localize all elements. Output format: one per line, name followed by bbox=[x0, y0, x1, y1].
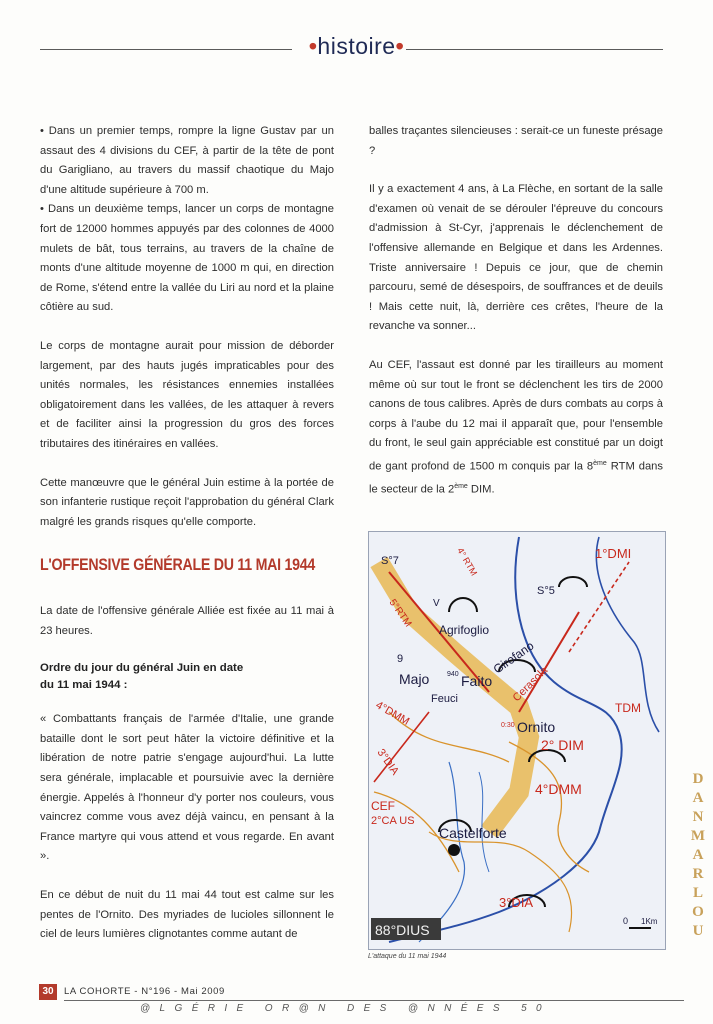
label-v: V bbox=[433, 598, 440, 609]
side-letter: A bbox=[692, 790, 704, 806]
side-letter: L bbox=[692, 885, 703, 901]
paragraph-tracer: balles traçantes silencieuses : serait-ce un funeste présage ? bbox=[369, 125, 663, 157]
side-letter: N bbox=[692, 809, 704, 825]
label-1dmi: 1°DMI bbox=[595, 546, 632, 561]
label-5rtm: 5°RTM bbox=[386, 597, 414, 630]
castelforte-marker bbox=[448, 844, 460, 856]
superscript-2: ème bbox=[454, 483, 468, 491]
label-scale-1km: 1Km bbox=[641, 917, 658, 926]
label-4rtm: 4° RTM bbox=[455, 546, 480, 578]
side-letter: D bbox=[692, 771, 704, 787]
battle-map-drawing bbox=[369, 532, 665, 949]
side-signature bbox=[688, 770, 708, 941]
paragraph-offensive-date: La date de l'offensive générale Alliée est fixée au 11 mai à 23 heures. bbox=[40, 605, 334, 637]
label-scale-0: 0 bbox=[623, 916, 629, 926]
paragraph-la-fleche: Il y a exactement 4 ans, à La Flèche, en sortant de la salle d'examen où venait de se dérouler l'épreuve du concours d'admission à St-Cyr, j'apprenais le déclenchement de l'offensive allemande en Belgique et dans les Ardennes. Triste anniversaire ! Depuis ce jour, que de chemin parcouru, semé de désespoirs, de souffrances et de deuils ! Mais cette nuit, là, derrière ces crêtes, l'heure de la revanche va sonner... bbox=[369, 183, 663, 333]
label-agrifoglio: Agrifoglio bbox=[439, 623, 490, 637]
label-4dmm: 4°DMM bbox=[535, 781, 582, 797]
side-letter: A bbox=[692, 847, 704, 863]
label-tdm: TDM bbox=[615, 701, 641, 715]
paragraph-step-two: • Dans un deuxième temps, lancer un corps de montagne fort de 12000 hommes appuyés par des colonnes de 4000 mulets de bât, tous terrains, au travers de la chaîne de monts d'une altitude moyenne de 1000 m qui, en direction de Rome, s'étend entre la vallée du Liri au nord et la plaine côtière au sud. bbox=[40, 203, 334, 314]
label-2dim: 2° DIM bbox=[541, 737, 584, 753]
label-4dmm-top: 4°DMM bbox=[373, 699, 412, 728]
label-9: 9 bbox=[397, 653, 404, 665]
left-column-bottom bbox=[40, 602, 334, 945]
label-castelforte: Castelforte bbox=[439, 825, 507, 841]
side-letter: O bbox=[692, 904, 704, 920]
label-majo: Majo bbox=[399, 671, 430, 687]
side-letter: M bbox=[690, 828, 706, 844]
footer-rule bbox=[64, 1000, 684, 1001]
order-heading-line2: du 11 mai 1944 : bbox=[40, 679, 128, 692]
cef-text-part2: RTM dans le secteur de la 2 bbox=[369, 460, 663, 496]
label-cerasola: Cerasola bbox=[510, 664, 551, 705]
battle-map bbox=[368, 531, 666, 950]
paragraph-mountain-corps: Le corps de montagne aurait pour mission de déborder largement, par des hauts jugés impraticables pour des unités normales, les résistances ennemies installées obligatoirement dans les vallées, de les attaquer à revers et de faciliter ainsi la progression du gros des forces tributaires des itinéraires en vallées. bbox=[40, 339, 334, 450]
paragraph-step-one: • Dans un premier temps, rompre la ligne Gustav par un assaut des 4 divisions du CEF, à partir de la tête de pont du Garigliano, au travers du massif chaotique du Majo d'une altitude supérieure à 700 m. bbox=[40, 125, 334, 196]
title-text: histoire bbox=[317, 33, 396, 59]
label-3dia-left: 3°DIA bbox=[374, 746, 401, 778]
label-3dia: 3°DIA bbox=[499, 895, 534, 910]
label-s7: S°7 bbox=[381, 555, 399, 567]
paragraph-quote: « Combattants français de l'armée d'Italie, une grande bataille dont le sort peut hâter la victoire définitive et la libération de notre patrie s'engage aujourd'hui. La lutte sera générale, implacable et poursuivie avec la dernière énergie. Appelés à l'honneur d'y porter nos couleurs, vous vaincrez comme vous avez déjà vaincu, en pensant à la France martyre qui vous attend et vous regarde. En avant ». bbox=[40, 713, 334, 863]
label-88dius: 88°DIUS bbox=[375, 922, 430, 938]
section-heading: L'OFFENSIVE GÉNÉRALE DU 11 MAI 1944 bbox=[40, 556, 316, 574]
side-letter: U bbox=[692, 923, 704, 939]
side-letter: R bbox=[692, 866, 704, 882]
cef-text-part3: DIM. bbox=[467, 483, 495, 496]
title-bullet-left: • bbox=[308, 33, 318, 59]
publication-info: LA COHORTE - N°196 - Mai 2009 bbox=[64, 986, 225, 997]
superscript-1: ème bbox=[593, 459, 607, 467]
map-caption: L'attaque du 11 mai 1944 bbox=[368, 953, 447, 960]
footer-decorative-text: @LGÉRIE OR@N DES @NNÉES 50 bbox=[140, 1003, 552, 1014]
order-of-day-heading bbox=[40, 660, 334, 694]
label-faito: Faito bbox=[461, 673, 493, 689]
label-girofano: Girofano bbox=[490, 638, 537, 677]
label-2ca-us: 2°CA US bbox=[371, 815, 415, 827]
paragraph-cef-assault bbox=[369, 356, 663, 501]
paragraph-night: En ce début de nuit du 11 mai 44 tout est calme sur les pentes de l'Ornito. Des myriades de lucioles sillonnent le ciel de leurs lumières clignotantes comme autant de bbox=[40, 888, 334, 941]
label-feuci: Feuci bbox=[431, 693, 458, 705]
title-bullet-right: • bbox=[395, 33, 405, 59]
order-heading-line1: Ordre du jour du général Juin en date bbox=[40, 662, 244, 675]
label-altitude: 940 bbox=[447, 671, 459, 678]
right-column bbox=[369, 122, 663, 501]
cef-text-part1: Au CEF, l'assaut est donné par les tirailleurs au moment même où sur tout le front se déclenchent les tirs de 2000 canons de tous calibres. Après de durs combats au corps à corps à l'aube du 12 mai il apparaît que, pour l'ensemble du front, le seul gain appréciable est constitué par un doigt de gant profond de 1500 m conquis par la 8 bbox=[369, 358, 663, 473]
page-number: 30 bbox=[39, 984, 57, 1000]
label-ornito: Ornito bbox=[517, 719, 556, 735]
paragraph-maneuver: Cette manœuvre que le général Juin estime à la portée de son infanterie rustique reçoit l'approbation du général Clark malgré les grands risques qu'elle comporte. bbox=[40, 476, 334, 528]
label-time: 0:30 bbox=[501, 722, 515, 729]
label-s5: S°5 bbox=[537, 585, 555, 597]
left-column-top bbox=[40, 122, 334, 551]
section-title bbox=[0, 33, 713, 60]
label-cef: CEF bbox=[371, 799, 395, 813]
